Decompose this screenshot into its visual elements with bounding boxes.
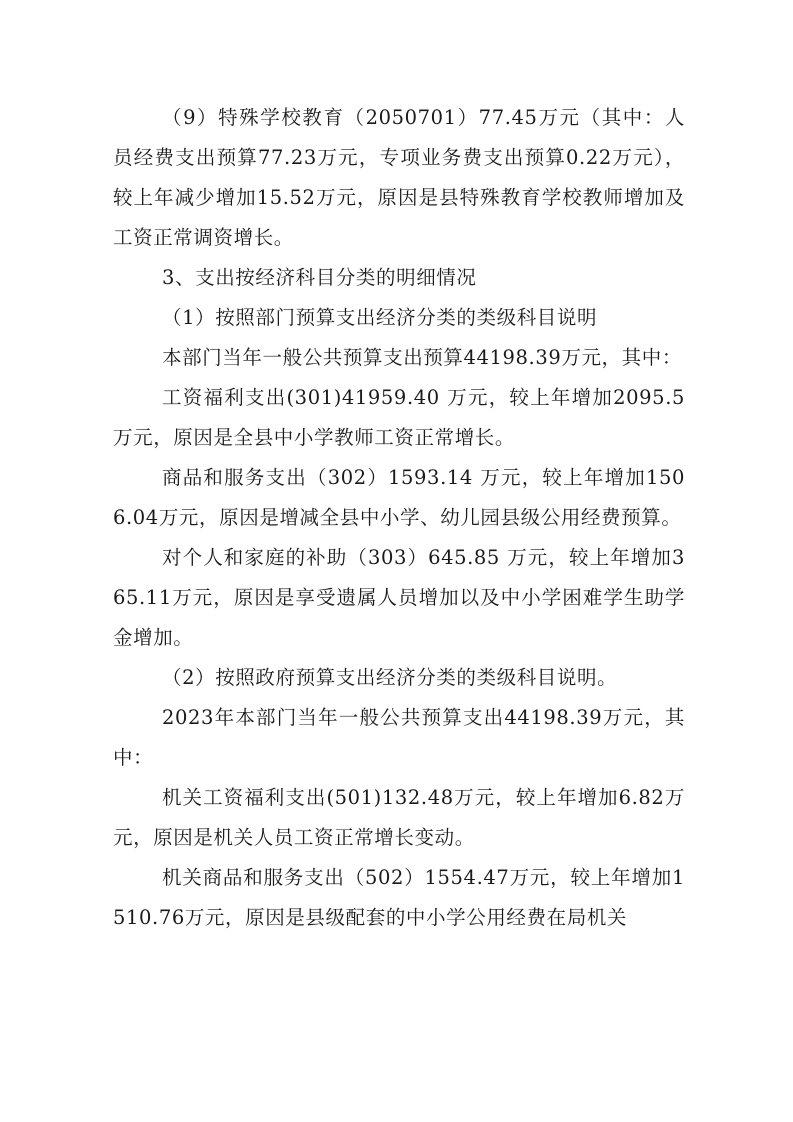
subheading-government-budget: （2）按照政府预算支出经济分类的类级科目说明。 (162, 666, 618, 689)
paragraph-agency-goods-services: 机关商品和服务支出（502）1554.47万元，较上年增加1510.76万元，原因是县级配套的中小学公用经费在局机关 (113, 866, 685, 929)
heading-economic-classification: 3、支出按经济科目分类的明细情况 (162, 266, 477, 289)
paragraph-agency-wages: 机关工资福利支出(501)132.48万元，较上年增加6.82万元，原因是机关人员工资正常增长变动。 (113, 786, 685, 849)
paragraph-goods-services: 商品和服务支出（302）1593.14 万元，较上年增加1506.04万元，原因是增减全县中小学、幼儿园县级公用经费预算。 (113, 466, 685, 529)
subheading-department-budget: （1）按照部门预算支出经济分类的类级科目说明 (162, 306, 598, 329)
document-body (113, 98, 685, 938)
paragraph-wages-welfare: 工资福利支出(301)41959.40 万元，较上年增加2095.5万元，原因是全县中小学教师工资正常增长。 (113, 386, 685, 449)
paragraph-personal-family-subsidy: 对个人和家庭的补助（303）645.85 万元，较上年增加365.11万元，原因是享受遗属人员增加以及中小学困难学生助学金增加。 (113, 546, 685, 649)
paragraph-2023-general-budget: 2023年本部门当年一般公共预算支出44198.39万元，其中： (113, 706, 685, 769)
paragraph-general-budget-total: 本部门当年一般公共预算支出预算44198.39万元，其中： (162, 346, 682, 369)
paragraph-special-school-education: （9）特殊学校教育（2050701）77.45万元（其中：人员经费支出预算77.23万元，专项业务费支出预算0.22万元），较上年减少增加15.52万元，原因是县特殊教育学校教师增加及工资正常调资增长。 (113, 106, 685, 249)
